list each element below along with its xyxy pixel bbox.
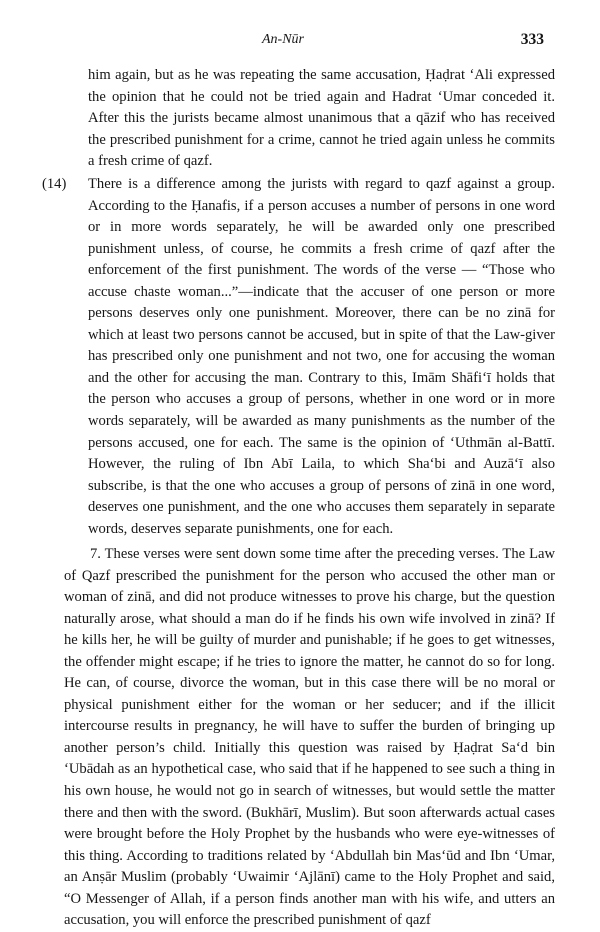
note-14-paragraph: There is a difference among the jurists with regard to qazf against a group. According to the Ḥanafis, if a person accuses a number of persons in one word or in more words separately, he will be awarded only one prescribed punishment unless, of course, he commits a fresh crime of qazf after the enforcement of the first punishment. The words of the verse — “Those who accuse chaste woman...”—indicate that the accuser of one person or more persons deserves only one punishment. Moreover, there can be no zinā for which at least two persons cannot be accused, but in spite of that the Law-giver has prescribed only one punishment and not two, one for accusing the woman and the other for accusing the man. Contrary to this, Imām Shāfi‘ī holds that the person who accuses a group of persons, whether in one word or in more words separately, will be awarded as many punishments as the number of the persons accused, one for each. The same is the opinion of ‘Uthmān al-Battī. However, the ruling of Ibn Abī Laila, to which Sha‘bi and Auzā‘ī also subscribe, is that the one who accuses a group of persons of zinā in one word, deserves one punishment, and the one who accuses them separately in separate words, deserves separate punishments, one for each. [88, 176, 555, 537]
continuation-paragraph: him again, but as he was repeating the same accusation, Ḥaḍrat ‘Ali expressed the opinion that he could not be tried again and Hadrat ‘Umar conceded it. After this the jurists became almost unanimous that a qāzif who has received the prescribed punishment for a crime, cannot he tried again unless he commits a fresh crime of qazf. [88, 67, 555, 170]
note-14-number: (14) [42, 176, 67, 192]
note-7-paragraph: 7. These verses were sent down some time after the preceding verses. The Law of Qazf prescribed the punishment for the person who accused the other man or woman of zinā, and did not produce witnesses to prove his charge, but the question naturally arose, what should a man do if he finds his own wife involved in zinā? If he kills her, he will be guilty of murder and punishable; if he goes to get witnesses, the offender might escape; if he tries to ignore the matter, he cannot do so for long. He can, of course, divorce the woman, but in this case there will be no moral or physical punishment either for the woman or her seducer; and if the illicit intercourse results in pregnancy, he will have to suffer the burden of bringing up another person’s child. Initially this question was raised by Ḥaḍrat Sa‘d bin ‘Ubādah as an hypothetical case, who said that if he happened to see such a thing in his own house, he would not go in search of witnesses, but would settle the matter there and then with the sword. (Bukhārī, Muslim). But soon afterwards actual cases were brought before the Holy Prophet by the husbands who were eye-witnesses of this thing. According to traditions related by ‘Abdullah bin Mas‘ūd and Ibn ‘Umar, an Anṣār Muslim (probably ‘Uwaimir ‘Ajlānī) came to the Holy Prophet and said, “O Messenger of Allah, if a person finds another man with his wife, and utters an accusation, you will enforce the prescribed punishment of qazf [64, 546, 555, 929]
running-header [0, 32, 600, 54]
page-number: 333 [520, 31, 544, 48]
running-title: An-Nūr [262, 32, 304, 47]
